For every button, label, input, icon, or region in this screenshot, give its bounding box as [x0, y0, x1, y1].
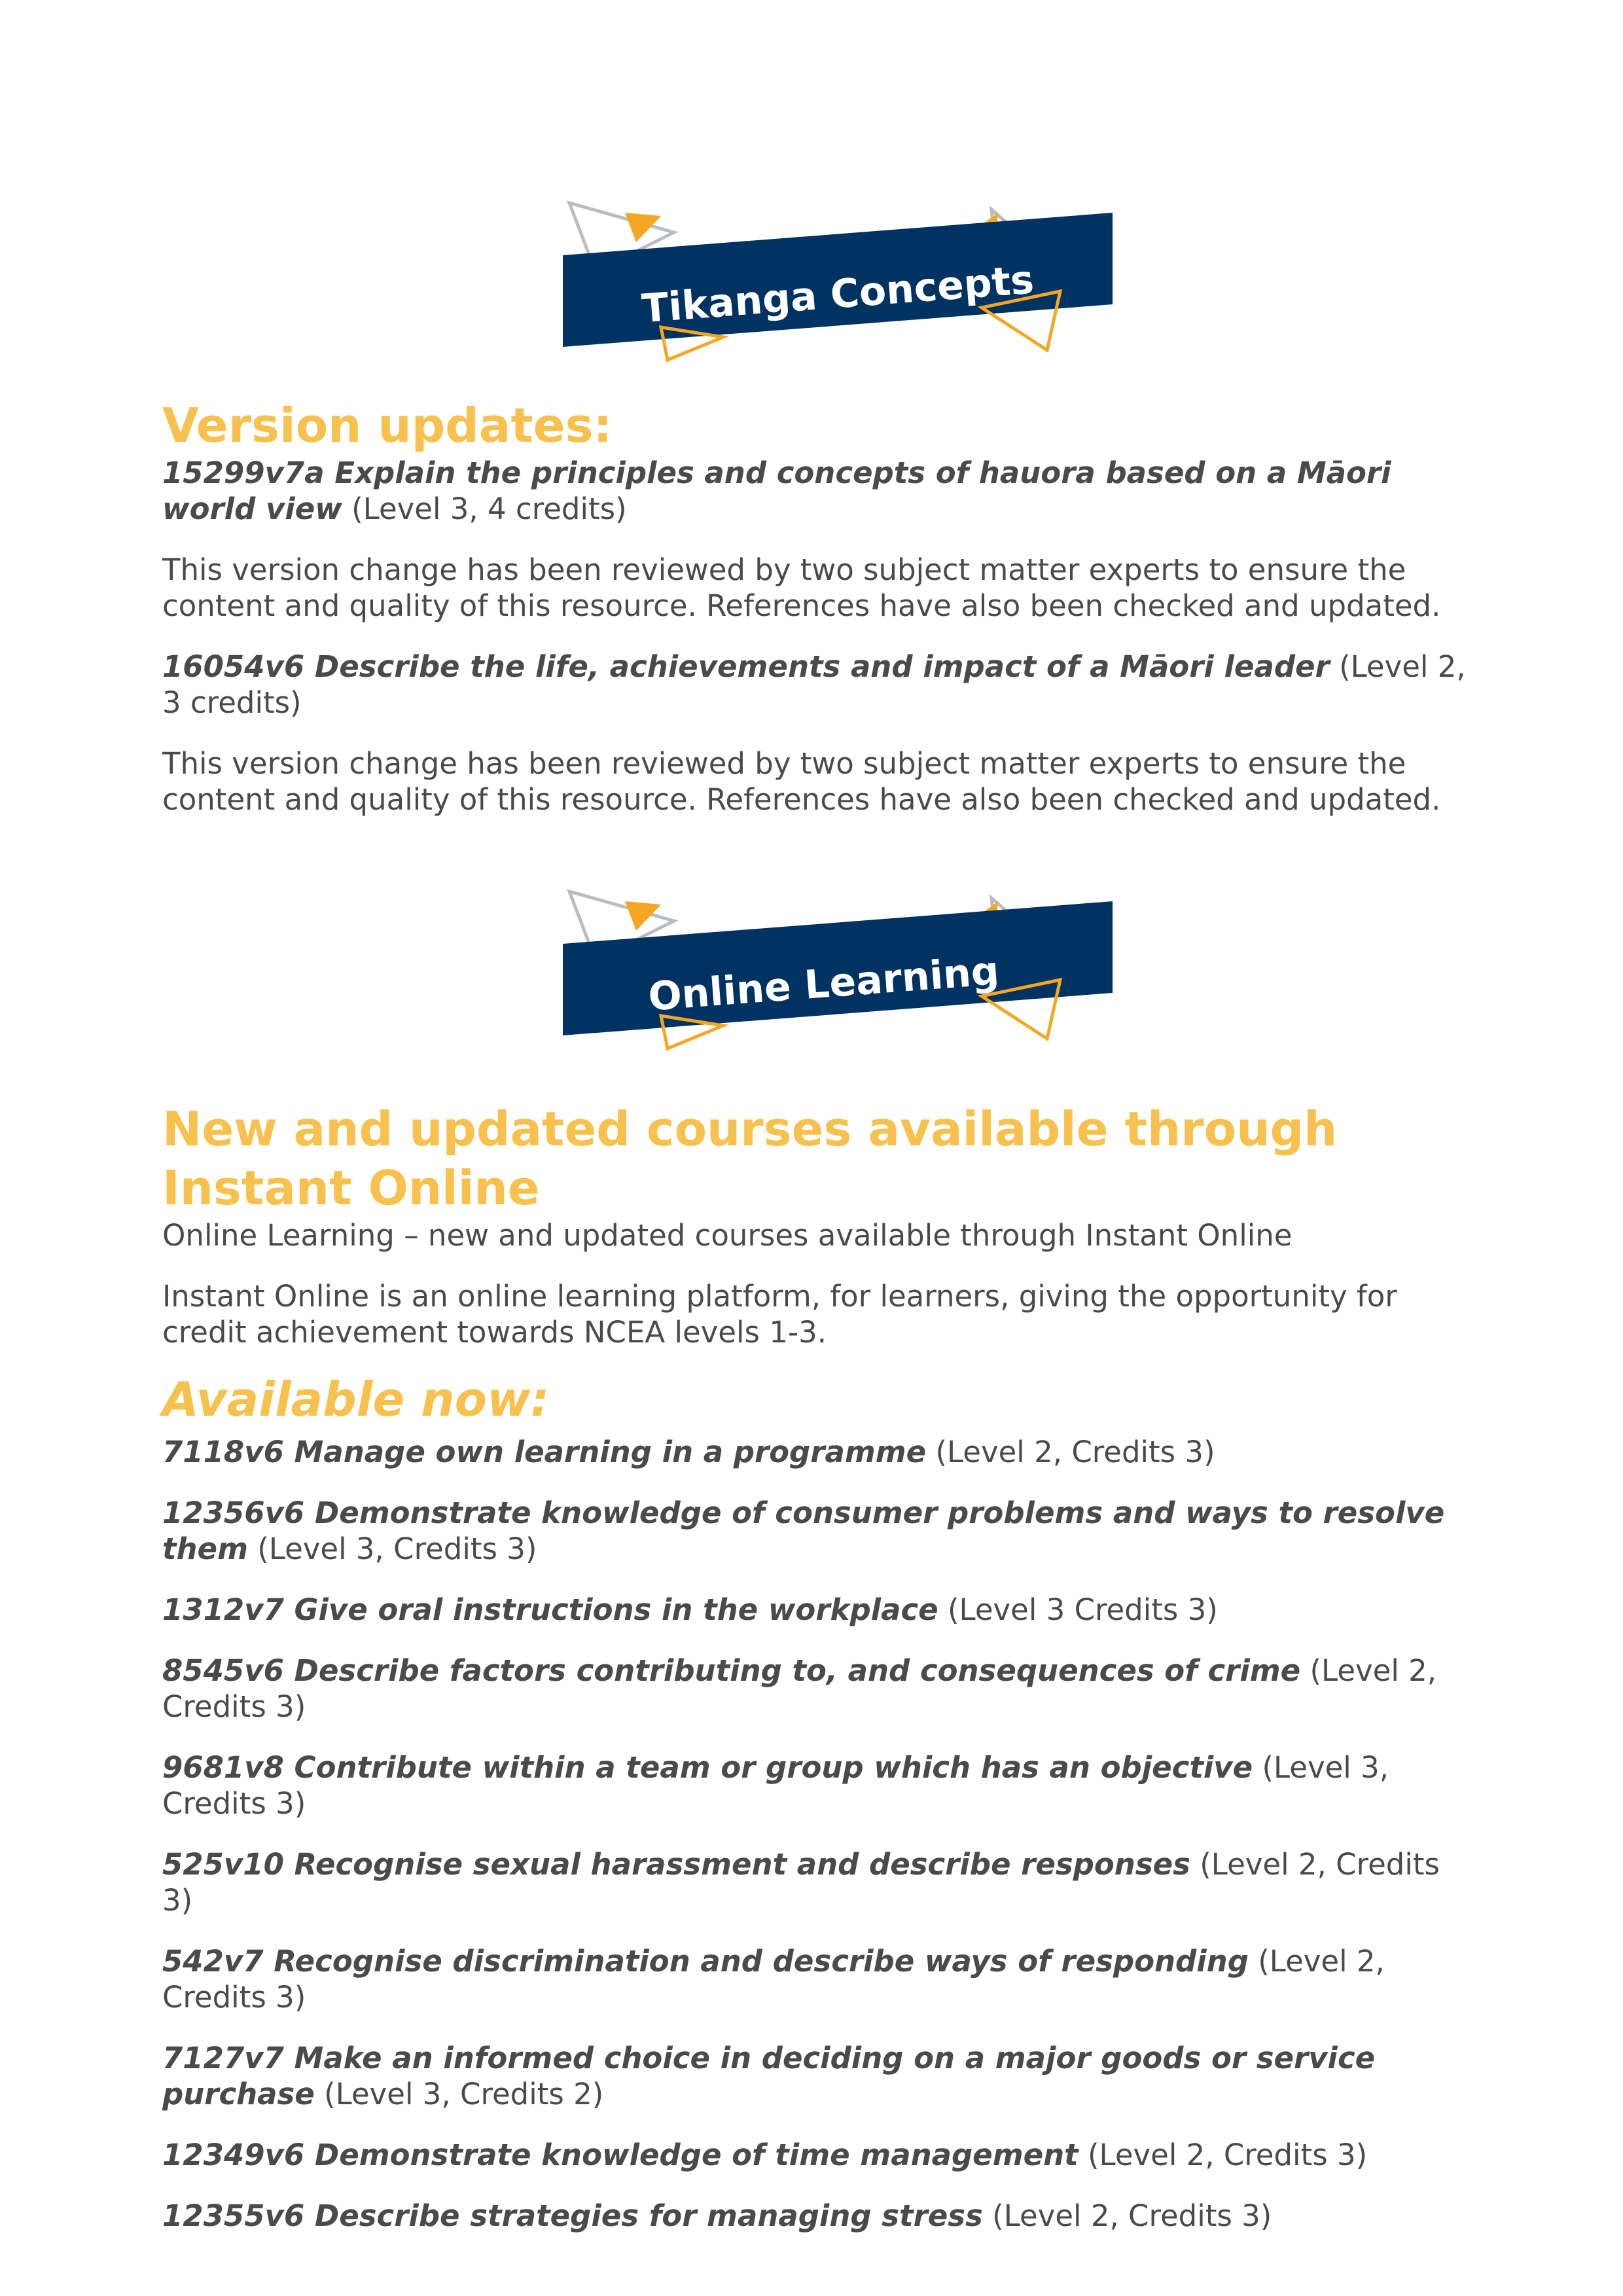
- course-title: 9681v8 Contribute within a team or group which has an objective: [162, 1750, 1253, 1785]
- tikanga-concepts-banner: [563, 196, 1119, 367]
- course-title: 12356v6 Demonstrate knowledge of consumer problems and ways to resolve them: [162, 1496, 1445, 1566]
- item-title-line: [162, 649, 1471, 721]
- version-updates-heading: Version updates:: [162, 398, 613, 453]
- course-item: [162, 1495, 1471, 1567]
- course-detail: (Level 2, Credits 3): [992, 2198, 1272, 2233]
- course-title: 7127v7 Make an informed choice in deciding on a major goods or service purchase: [162, 2041, 1376, 2111]
- banner-graphic: [563, 885, 1119, 1055]
- course-item: [162, 1592, 1471, 1628]
- course-item: [162, 1653, 1471, 1725]
- course-title: 7118v6 Manage own learning in a programme: [162, 1435, 927, 1469]
- unit-detail: (Level 2, 3 credits): [162, 649, 1466, 720]
- unit-title: 16054v6 Describe the life, achievements and impact of a Māori leader: [162, 649, 1330, 684]
- course-item: [162, 1846, 1471, 1918]
- course-title: 542v7 Recognise discrimination and describe ways of responding: [162, 1944, 1249, 1979]
- course-title: 12349v6 Demonstrate knowledge of time management: [162, 2138, 1079, 2172]
- course-item: [162, 1943, 1471, 2015]
- item-body: This version change has been reviewed by two subject matter experts to ensure the content and quality of this resource. References have also been checked and updated.: [162, 746, 1441, 817]
- course-detail: (Level 2, Credits 3): [162, 1653, 1437, 1724]
- course-detail: (Level 2, Credits 3): [162, 1944, 1385, 2015]
- course-item: [162, 2198, 1471, 2234]
- course-title: 1312v7 Give oral instructions in the workplace: [162, 1592, 938, 1627]
- unit-title: 15299v7a Explain the principles and concepts of hauora based on a Māori world view: [162, 456, 1391, 526]
- available-now-heading: Available now:: [162, 1372, 550, 1427]
- intro-paragraph: Instant Online is an online learning platform, for learners, giving the opportunity for credit achievement towards NCEA levels 1-3.: [162, 1279, 1397, 1350]
- banner-graphic: [563, 196, 1119, 367]
- course-detail: (Level 3, Credits 3): [162, 1750, 1389, 1821]
- course-detail: (Level 3, Credits 3): [257, 1532, 537, 1566]
- course-item: [162, 1434, 1471, 1470]
- banner-title: Tikanga Concepts: [640, 257, 1036, 332]
- course-list: [162, 1434, 1471, 2234]
- intro-line: Online Learning – new and updated courses available through Instant Online: [162, 1218, 1293, 1253]
- course-title: 525v10 Recognise sexual harassment and describe responses: [162, 1847, 1190, 1882]
- course-title: 12355v6 Describe strategies for managing stress: [162, 2198, 983, 2233]
- course-item: [162, 1749, 1471, 1821]
- course-detail: (Level 2, Credits 3): [935, 1435, 1215, 1469]
- course-title: 8545v6 Describe factors contributing to, and consequences of crime: [162, 1653, 1301, 1688]
- course-detail: (Level 2, Credits 3): [162, 1847, 1440, 1918]
- courses-heading: New and updated courses available through Instant Online: [162, 1102, 1338, 1215]
- version-updates-section: [162, 396, 1471, 817]
- online-learning-banner: [563, 885, 1119, 1055]
- course-detail: (Level 3 Credits 3): [947, 1592, 1218, 1627]
- course-item: [162, 2040, 1471, 2112]
- course-detail: (Level 2, Credits 3): [1087, 2138, 1368, 2172]
- course-detail: (Level 3, Credits 2): [324, 2077, 604, 2111]
- unit-detail: (Level 3, 4 credits): [351, 492, 627, 526]
- item-body: This version change has been reviewed by two subject matter experts to ensure the content and quality of this resource. References have also been checked and updated.: [162, 552, 1441, 623]
- banner-title: Online Learning: [647, 948, 1001, 1020]
- online-learning-section: [162, 1100, 1471, 2234]
- course-item: [162, 2137, 1471, 2173]
- item-title-line: [162, 455, 1471, 527]
